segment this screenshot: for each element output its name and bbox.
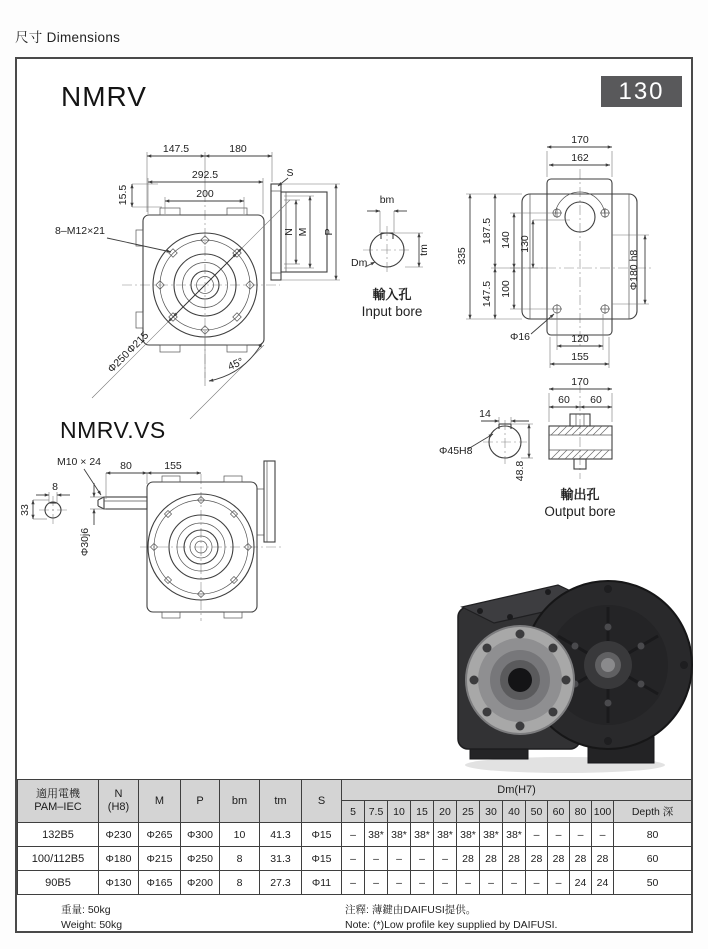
label-bm: bm xyxy=(379,194,395,206)
spec-cell: 80 xyxy=(614,823,692,847)
dim-155: 155 xyxy=(571,351,589,363)
spec-row xyxy=(18,823,692,847)
label-m: M xyxy=(297,227,309,237)
col-header-n-sym: N xyxy=(114,788,123,801)
dim-147-5b: 147.5 xyxy=(481,280,493,308)
col-header-bm: bm xyxy=(220,780,260,823)
size-badge: 130 xyxy=(601,76,682,107)
col-header-motor-zh: 適用電機 xyxy=(36,788,80,801)
label-p: P xyxy=(323,228,335,236)
dim-8: 8 xyxy=(52,481,58,493)
spec-cell: 28 xyxy=(570,847,592,871)
col-header-m: M xyxy=(139,780,181,823)
spec-cell: – xyxy=(548,871,570,895)
output-bore-caption-en: Output bore xyxy=(544,504,616,519)
spec-cell-model: 132B5 xyxy=(18,823,99,847)
dm-col-25: 25 xyxy=(457,801,480,823)
spec-cell-model: 100/112B5 xyxy=(18,847,99,871)
dim-130: 130 xyxy=(519,235,531,253)
spec-cell: – xyxy=(434,871,457,895)
spec-row xyxy=(18,847,692,871)
spec-cell: 27.3 xyxy=(260,871,302,895)
spec-cell: 28 xyxy=(457,847,480,871)
spec-cell: 38* xyxy=(480,823,503,847)
dm-col-50: 50 xyxy=(526,801,548,823)
spec-cell: Φ11 xyxy=(302,871,342,895)
dm-col-20: 20 xyxy=(434,801,457,823)
dia-16: Φ16 xyxy=(509,331,531,343)
spec-cell: 8 xyxy=(220,847,260,871)
spec-cell: Φ265 xyxy=(139,823,181,847)
dia-45h8: Φ45H8 xyxy=(439,445,473,457)
front-view-drawing xyxy=(22,134,347,406)
dim-33: 33 xyxy=(19,504,31,516)
spec-cell: 50 xyxy=(614,871,692,895)
dim-155-vs: 155 xyxy=(164,460,182,472)
spec-cell: – xyxy=(365,871,388,895)
key-note xyxy=(345,903,557,933)
spec-cell: Φ230 xyxy=(99,823,139,847)
spec-cell: – xyxy=(526,823,548,847)
dim-180: 180 xyxy=(229,143,247,155)
col-header-motor-en: PAM–IEC xyxy=(34,801,82,813)
dm-col-30: 30 xyxy=(480,801,503,823)
col-header-depth: Depth 深 xyxy=(614,801,692,823)
spec-cell: 28 xyxy=(503,847,526,871)
dim-200: 200 xyxy=(196,188,214,200)
angle-45: 45° xyxy=(226,355,246,373)
spec-cell: – xyxy=(480,871,503,895)
dim-100: 100 xyxy=(500,280,512,298)
col-header-n-fit: (H8) xyxy=(107,801,130,813)
spec-cell: – xyxy=(570,823,592,847)
spec-cell: Φ215 xyxy=(139,847,181,871)
spec-cell: Φ165 xyxy=(139,871,181,895)
dim-187-5: 187.5 xyxy=(481,217,493,245)
spec-cell: – xyxy=(592,823,614,847)
col-header-s: S xyxy=(302,780,342,823)
dim-292-5: 292.5 xyxy=(191,169,219,181)
key-note-zh: 注釋: 薄鍵由DAIFUSI提供。 xyxy=(345,904,477,916)
input-bore-caption-zh: 輸入孔 xyxy=(372,287,412,302)
spec-cell: 28 xyxy=(480,847,503,871)
spec-cell: – xyxy=(411,847,434,871)
dim-48-8: 48.8 xyxy=(514,460,526,482)
col-header-motor xyxy=(18,780,99,823)
vs-view-drawing xyxy=(19,449,347,681)
dim-140: 140 xyxy=(500,231,512,249)
spec-cell: – xyxy=(388,847,411,871)
key-note-en: Note: (*)Low profile key supplied by DAIFUSI. xyxy=(345,919,558,932)
input-bore-caption-en: Input bore xyxy=(361,304,423,319)
spec-cell: Φ250 xyxy=(181,847,220,871)
gearbox-photo xyxy=(440,545,691,775)
spec-cell: 24 xyxy=(570,871,592,895)
dim-120: 120 xyxy=(571,333,589,345)
vs-product-title: NMRV.VS xyxy=(60,417,166,443)
dm-col-40: 40 xyxy=(503,801,526,823)
label-tm: tm xyxy=(418,244,430,256)
spec-cell: 38* xyxy=(388,823,411,847)
spec-cell: 28 xyxy=(548,847,570,871)
dim-162: 162 xyxy=(571,152,589,164)
dim-14: 14 xyxy=(479,408,491,420)
weight-note xyxy=(61,903,122,933)
spec-cell: 60 xyxy=(614,847,692,871)
spec-cell-model: 90B5 xyxy=(18,871,99,895)
dm-col-7-5: 7.5 xyxy=(365,801,388,823)
spec-cell: 24 xyxy=(592,871,614,895)
spec-cell: 28 xyxy=(526,847,548,871)
dm-col-10: 10 xyxy=(388,801,411,823)
label-n: N xyxy=(283,228,295,236)
spec-cell: 28 xyxy=(592,847,614,871)
label-s: S xyxy=(286,167,294,179)
spec-cell: Φ200 xyxy=(181,871,220,895)
dia-215: Φ215 xyxy=(124,329,152,357)
spec-cell: Φ15 xyxy=(302,823,342,847)
dim-15-5: 15.5 xyxy=(117,184,129,206)
bolt-callout: 8–M12×21 xyxy=(55,225,105,237)
weight-note-en: Weight: 50kg xyxy=(61,919,123,932)
dia-30j6: Φ30j6 xyxy=(79,527,91,557)
spec-cell: 41.3 xyxy=(260,823,302,847)
spec-cell: 38* xyxy=(434,823,457,847)
spec-cell: Φ300 xyxy=(181,823,220,847)
spec-cell: 38* xyxy=(457,823,480,847)
front-view-lines xyxy=(92,152,340,419)
dim-60b: 60 xyxy=(590,394,602,406)
spec-cell: – xyxy=(342,823,365,847)
spec-cell: – xyxy=(411,871,434,895)
col-header-n xyxy=(99,780,139,823)
spec-table xyxy=(17,779,692,895)
dim-60a: 60 xyxy=(558,394,570,406)
output-bore-diagram xyxy=(437,377,677,537)
spec-cell: 10 xyxy=(220,823,260,847)
dm-col-60: 60 xyxy=(548,801,570,823)
dia-250: Φ250 xyxy=(105,348,133,376)
spec-cell: 38* xyxy=(365,823,388,847)
spec-cell: – xyxy=(503,871,526,895)
spec-cell: 31.3 xyxy=(260,847,302,871)
dim-147-5: 147.5 xyxy=(162,143,190,155)
spec-cell: 8 xyxy=(220,871,260,895)
gearbox-photo-art xyxy=(458,581,692,773)
rear-view-drawing xyxy=(452,134,690,377)
label-dm: Dm xyxy=(351,257,368,269)
dm-col-100: 100 xyxy=(592,801,614,823)
col-header-p: P xyxy=(181,780,220,823)
input-bore-lines xyxy=(363,211,423,274)
dim-m10x24: M10 × 24 xyxy=(56,456,102,468)
spec-cell: Φ180 xyxy=(99,847,139,871)
spec-cell: 38* xyxy=(503,823,526,847)
spec-cell: – xyxy=(342,847,365,871)
spec-cell: 38* xyxy=(411,823,434,847)
col-header-tm: tm xyxy=(260,780,302,823)
spec-cell: Φ130 xyxy=(99,871,139,895)
dim-335: 335 xyxy=(456,247,468,265)
spec-cell: – xyxy=(388,871,411,895)
spec-cell: – xyxy=(434,847,457,871)
page-label: 尺寸 Dimensions xyxy=(15,30,121,45)
dm-col-15: 15 xyxy=(411,801,434,823)
weight-note-zh: 重量: 50kg xyxy=(61,904,111,916)
dim-170-shaft: 170 xyxy=(571,376,589,388)
spec-cell: – xyxy=(526,871,548,895)
rear-view-lines xyxy=(466,147,652,368)
vs-view-lines xyxy=(33,461,282,621)
dm-col-80: 80 xyxy=(570,801,592,823)
spec-cell: – xyxy=(457,871,480,895)
spec-cell: – xyxy=(365,847,388,871)
product-title: NMRV xyxy=(61,81,147,112)
dim-170: 170 xyxy=(571,134,589,146)
spec-table-body xyxy=(18,823,692,895)
dm-col-5: 5 xyxy=(342,801,365,823)
dim-80: 80 xyxy=(120,460,132,472)
spec-cell: – xyxy=(548,823,570,847)
dimensions-panel xyxy=(15,57,693,933)
spec-row xyxy=(18,871,692,895)
col-header-dm-group: Dm(H7) xyxy=(342,780,692,801)
spec-cell: – xyxy=(342,871,365,895)
spec-cell: Φ15 xyxy=(302,847,342,871)
dia-180h8: Φ180 h8 xyxy=(628,249,640,291)
output-bore-caption-zh: 輸出孔 xyxy=(560,487,600,502)
